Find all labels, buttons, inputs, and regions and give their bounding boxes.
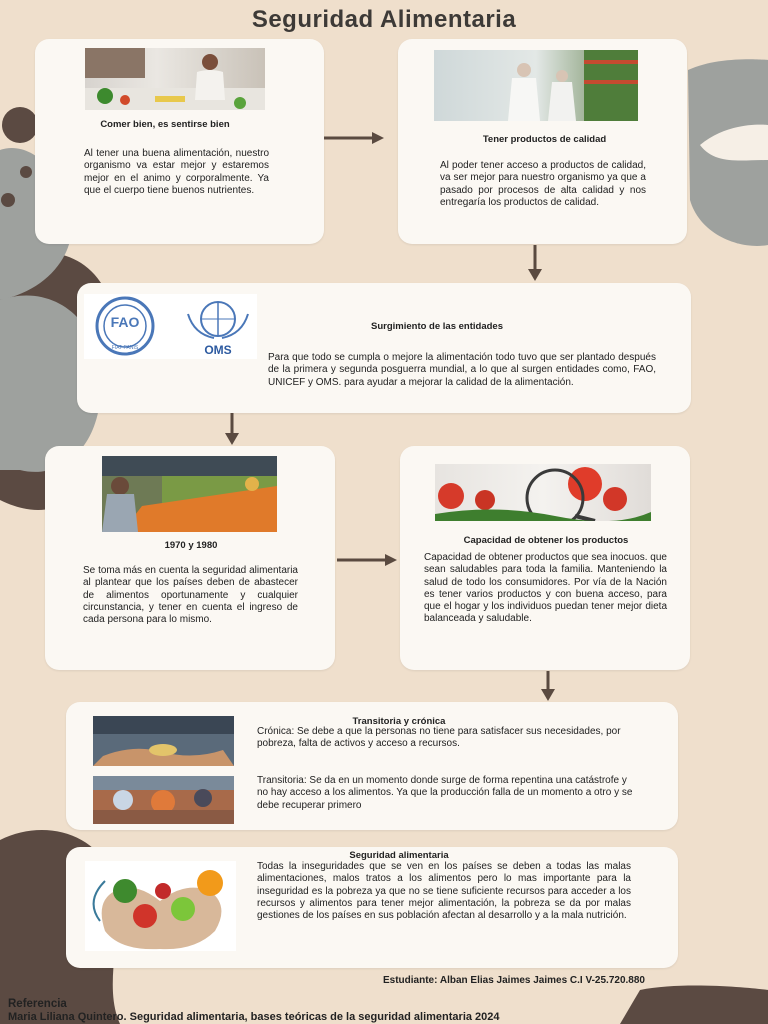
page-title: Seguridad Alimentaria bbox=[251, 6, 517, 33]
card-transitoria bbox=[66, 702, 678, 830]
woman-cooking-image bbox=[85, 48, 265, 110]
arrow-right-icon bbox=[335, 553, 399, 567]
arrow-down-icon bbox=[538, 671, 558, 703]
card-text: Capacidad de obtener productos que sea inocuos. que sean saludables para toda la familia. Manteniendo la salud de todo los consumidores. Por vía de la Nación es tener varios productos y con buena acceso, para que el hogar y los individuos puedan tener mejor dieta balanceada y saludable. bbox=[424, 552, 667, 625]
card-heading: Tener productos de calidad bbox=[482, 134, 607, 145]
card-heading: Comer bien, es sentirse bien bbox=[100, 119, 230, 130]
card-text: Todas la inseguridades que se ven en los países se deben a todas las malas alimentaciones, malos tratos a los alimentos pero lo mas importante para la inseguridad es la pobreza ya que no se tiene suficiente recursos para acceder a los recursos y alimentos para tener mejor alimentación, la pobreza se da por malas gestiones de los países en sus población afectan al desarrollo y a la mala nutrición. bbox=[257, 861, 631, 922]
card-text: Para que todo se cumpla o mejore la alimentación todo tuvo que ser plantado después de la primera y segunda posguerra mundial, a lo que al surgen entidades como, FAO, UNICEF y OMS. para ayudar a mejorar la calidad de la alimentación. bbox=[268, 352, 656, 388]
card-entidades bbox=[77, 283, 691, 413]
arrow-right-icon bbox=[322, 131, 386, 145]
card-heading: Seguridad alimentaria bbox=[349, 850, 449, 861]
card-heading: Surgimiento de las entidades bbox=[371, 321, 503, 332]
card-capacidad bbox=[400, 446, 690, 670]
healthy-food-heart-image bbox=[85, 861, 236, 951]
lab-workers-image bbox=[434, 50, 638, 121]
reference-label: Referencia bbox=[8, 998, 67, 1010]
oms-logo-text: OMS bbox=[204, 343, 232, 357]
cronica-text: Crónica: Se debe a que la personas no tiene para satisfacer sus necesidades, por pobreza, falta de activos y acceso a recursos. bbox=[257, 726, 621, 750]
fao-oms-logos bbox=[84, 294, 257, 359]
hands-food-image bbox=[93, 716, 234, 766]
fao-motto-text: FIAT PANIS bbox=[111, 345, 139, 351]
fao-logo-text: FAO bbox=[110, 314, 140, 330]
transitoria-text: Transitoria: Se da en un momento donde surge de forma repentina una catástrofe y no hay acceso a los alimentos. Ya que la producción falla de un momento a otro y se debe recuperar primero bbox=[257, 775, 633, 811]
market-vegetables-image bbox=[102, 456, 277, 532]
reference-text: Maria Liliana Quintero. Seguridad alimentaria, bases teóricas de la seguridad alimentaria 2024 bbox=[8, 1011, 500, 1023]
card-text: Al poder tener acceso a productos de calidad, va ser mejor para nuestro organismo ya que a pasado por procesos de alta calidad y nos entregaría los productos de calidad. bbox=[440, 160, 646, 208]
card-heading: Transitoria y crónica bbox=[352, 716, 446, 727]
strawberries-magnifier-image bbox=[435, 464, 651, 521]
card-seguridad-alimentaria bbox=[66, 847, 678, 968]
card-heading: Capacidad de obtener los productos bbox=[463, 535, 629, 546]
card-calidad bbox=[398, 39, 687, 244]
card-text: Al tener una buena alimentación, nuestro organismo va estar mejor y estaremos mejor en el animo y corporalmente. Ya que el cuerpo tiene buenos nutrientes. bbox=[84, 148, 269, 196]
arrow-down-icon bbox=[222, 413, 242, 447]
card-heading: 1970 y 1980 bbox=[164, 540, 218, 551]
card-1970-1980 bbox=[45, 446, 335, 670]
card-text: Se toma más en cuenta la seguridad alimentaria al plantear que los países deben de abastecer de alimentos oportunamente y cualquier circunstancia, y tener en cuenta el ingreso de cada persona para lo mismo. bbox=[83, 565, 298, 626]
arrow-down-icon bbox=[525, 245, 545, 283]
card-comer-bien bbox=[35, 39, 324, 244]
crisis-crowd-image bbox=[93, 776, 234, 824]
student-info: Estudiante: Alban Elias Jaimes Jaimes C.I V-25.720.880 bbox=[383, 975, 645, 986]
